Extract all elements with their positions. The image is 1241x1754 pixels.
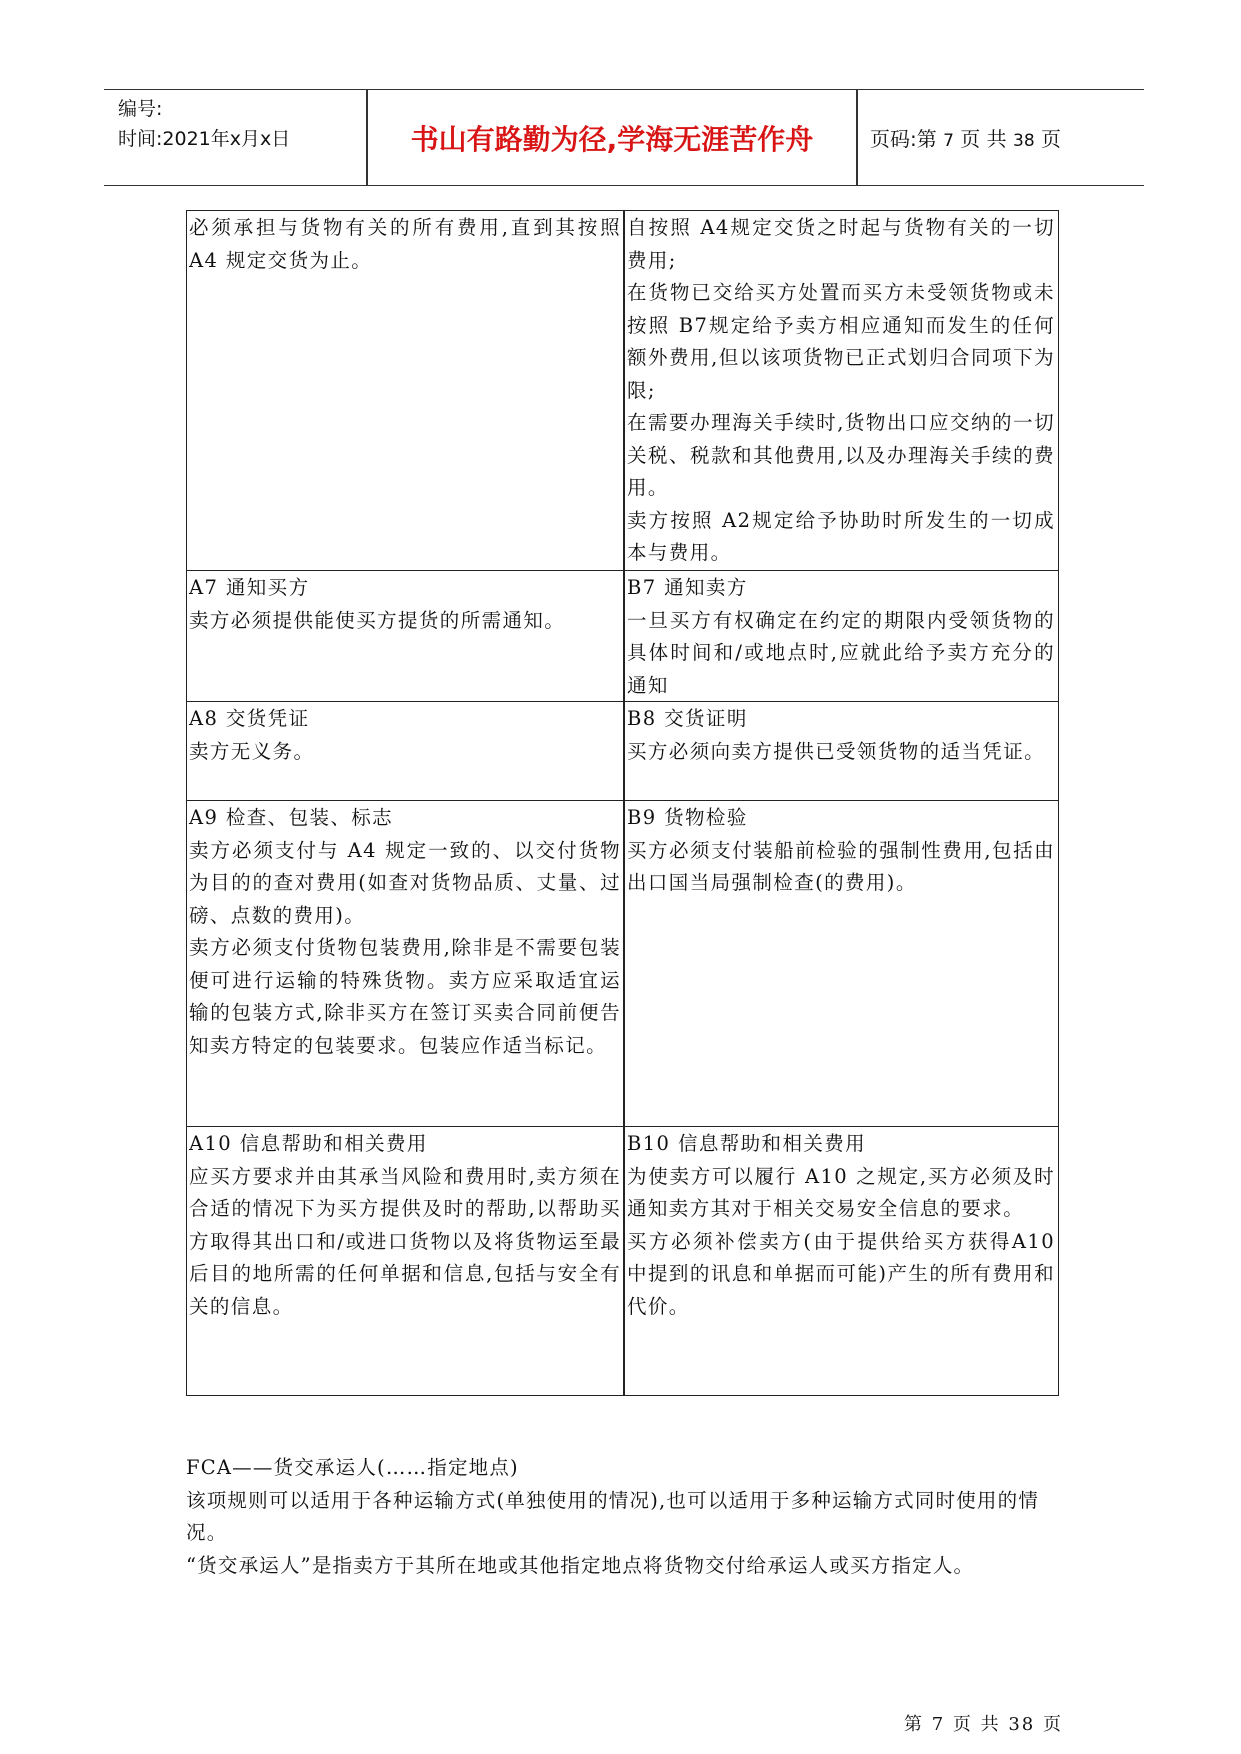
paragraph: 该项规则可以适用于各种运输方式(单独使用的情况),也可以适用于多种运输方式同时使用的情况。 (186, 1488, 1040, 1544)
cell-text: 一旦买方有权确定在约定的期限内受领货物的具体时间和/或地点时,应就此给予卖方充分的通知 (627, 608, 1055, 697)
cell-text: 买方必须支付装船前检验的强制性费用,包括由出口国当局强制检查(的费用)。 (627, 838, 1055, 894)
cell-heading: A7 通知买方 (189, 576, 310, 599)
cell-text: 买方必须向卖方提供已受领货物的适当凭证。 (627, 739, 1046, 763)
header-motto: 书山有路勤为径,学海无涯苦作舟 (410, 123, 814, 156)
seller-cell (189, 801, 621, 1062)
header-page-indicator (870, 123, 1061, 152)
seller-cell (189, 571, 621, 637)
buyer-cell (627, 571, 1055, 702)
cell-heading: B9 货物检验 (627, 806, 748, 829)
cell-text: 应买方要求并由其承当风险和费用时,卖方须在合适的情况下为买方提供及时的帮助,以帮助买方取得其出口和/或进口货物以及将货物运至最后目的地所需的任何单据和信息,包括与安全有关的信息。 (189, 1164, 621, 1318)
cell-heading: B8 交货证明 (627, 707, 748, 730)
cell-text: 在货物已交给买方处置而买方未受领货物或未按照 B7规定给予卖方相应通知而发生的任何额外费用,但以该项货物已正式划归合同项下为限; (627, 281, 1055, 402)
cell-heading: A10 信息帮助和相关费用 (189, 1132, 428, 1155)
table-row (187, 702, 1058, 801)
header-meta (118, 94, 290, 154)
seller-cell (189, 702, 621, 768)
section-heading: FCA——货交承运人(……指定地点) (186, 1456, 519, 1479)
page-header (104, 89, 1144, 186)
table-row (187, 1127, 1058, 1395)
body-text (186, 1452, 1066, 1582)
page-total: 38 (1013, 131, 1035, 151)
seller-cell (189, 1127, 621, 1323)
table-row (187, 571, 1058, 702)
time-label: 时间:2021年x月x日 (118, 128, 291, 150)
table-row (187, 801, 1058, 1127)
page-suffix: 页 (1041, 127, 1062, 151)
obligations-table (186, 210, 1059, 1396)
column-divider (623, 801, 625, 1126)
cell-text: 卖方必须提供能使买方提货的所需通知。 (189, 608, 566, 632)
cell-text: 自按照 A4规定交货之时起与货物有关的一切费用; (627, 216, 1055, 272)
column-divider (623, 571, 625, 701)
cell-heading: A9 检查、包装、标志 (189, 806, 394, 829)
buyer-cell (627, 211, 1055, 570)
cell-text: 卖方必须支付货物包装费用,除非是不需要包装便可进行运输的特殊货物。卖方应采取适宜运输的包装方式,除非买方在签订买卖合同前便告知卖方特定的包装要求。包装应作适当标记。 (189, 936, 621, 1057)
paragraph: “货交承运人”是指卖方于其所在地或其他指定地点将货物交付给承运人或买方指定人。 (186, 1553, 975, 1577)
column-divider (623, 1127, 625, 1395)
cell-text: 卖方按照 A2规定给予协助时所发生的一切成本与费用。 (627, 508, 1055, 564)
cell-text: 卖方无义务。 (189, 739, 315, 763)
cell-text: 买方必须补偿卖方(由于提供给买方获得A10 中提到的讯息和单据而可能)产生的所有费用和代价。 (627, 1229, 1055, 1318)
column-divider (623, 702, 625, 800)
seller-cell (189, 211, 621, 277)
page-mid: 页 共 (960, 127, 1007, 151)
table-row (187, 211, 1058, 571)
page-footer: 第 7 页 共 38 页 (904, 1714, 1063, 1735)
cell-text: 卖方必须支付与 A4 规定一致的、以交付货物为目的的查对费用(如查对货物品质、丈量、过磅、点数的费用)。 (189, 838, 621, 927)
cell-heading: B7 通知卖方 (627, 576, 748, 599)
cell-text: 为使卖方可以履行 A10 之规定,买方必须及时通知卖方其对于相关交易安全信息的要求。 (627, 1164, 1055, 1220)
column-divider (623, 211, 625, 570)
cell-text: 在需要办理海关手续时,货物出口应交纳的一切关税、税款和其他费用,以及办理海关手续的费用。 (627, 411, 1055, 499)
buyer-cell (627, 702, 1055, 768)
page-current: 7 (943, 131, 954, 151)
buyer-cell (627, 1127, 1055, 1323)
cell-heading: B10 信息帮助和相关费用 (627, 1132, 867, 1155)
page-prefix: 页码:第 (870, 127, 937, 151)
cell-heading: A8 交货凭证 (189, 707, 310, 730)
buyer-cell (627, 801, 1055, 900)
cell-text: 必须承担与货物有关的所有费用,直到其按照 A4 规定交货为止。 (189, 216, 621, 272)
number-label: 编号: (118, 98, 163, 120)
header-divider (856, 90, 858, 185)
